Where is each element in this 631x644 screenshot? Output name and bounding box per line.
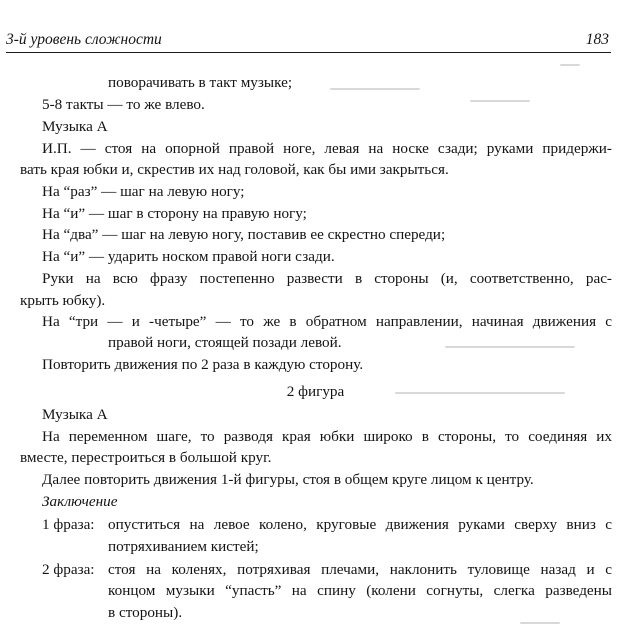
text-line: вместе, перестроиться в большой круг. [20,449,272,466]
text-line: На “три — и -четыре” — то же в обратном направлении, начиная движения с [42,313,612,330]
text-line: опуститься на левое колено, круговые движения руками сверху вниз с [108,516,612,533]
text-line: Далее повторить движения 1-й фигуры, стоя в общем круге лицом к центру. [42,471,534,488]
text-line: стоя на коленях, потряхивая плечами, наклонить туловище назад и с [108,561,612,578]
section-heading: Музыка А [42,118,108,135]
text-line: И.П. — стоя на опорной правой ноге, левая на носке сзади; руками придержи- [42,140,612,157]
phrase-label: 2 фраза: [42,561,95,578]
text-line: концом музыки “упасть” на спину (колени согнуты, слегка разведены [108,582,612,599]
text-line: Руки на всю фразу постепенно развести в стороны (и, соответственно, рас- [42,270,612,287]
text-line: в стороны). [108,604,183,621]
section-heading: Музыка А [42,406,108,423]
text-line: На “и” — ударить носком правой ноги сзади. [42,248,335,265]
text-line: На переменном шаге, то разводя края юбки широко в стороны, то соединяя их [42,428,612,445]
text-line: 5-8 такты — то же влево. [42,96,205,113]
text-line: Повторить движения по 2 раза в каждую сторону. [42,356,364,373]
page-number: 183 [585,31,609,48]
text-line: потряхиванием кистей; [108,538,259,555]
figure-heading: 2 фигура [286,383,345,400]
running-header-title: 3-й уровень сложности [6,31,162,48]
text-line: На “и” — шаг в сторону на правую ногу; [42,205,307,222]
text-line: вать края юбки и, скрестив их над головой, как бы ими закрыться. [20,161,449,178]
section-heading-italic: Заключение [42,493,118,510]
text-line: На “раз” — шаг на левую ногу; [42,183,245,200]
text-line: На “два” — шаг на левую ногу, поставив ее скрестно спереди; [42,226,446,243]
text-line: поворачивать в такт музыке; [108,74,293,91]
running-header [6,30,611,53]
text-line: правой ноги, стоящей позади левой. [108,334,342,351]
phrase-label: 1 фраза: [42,516,95,533]
text-line: крыть юбку). [20,292,106,309]
